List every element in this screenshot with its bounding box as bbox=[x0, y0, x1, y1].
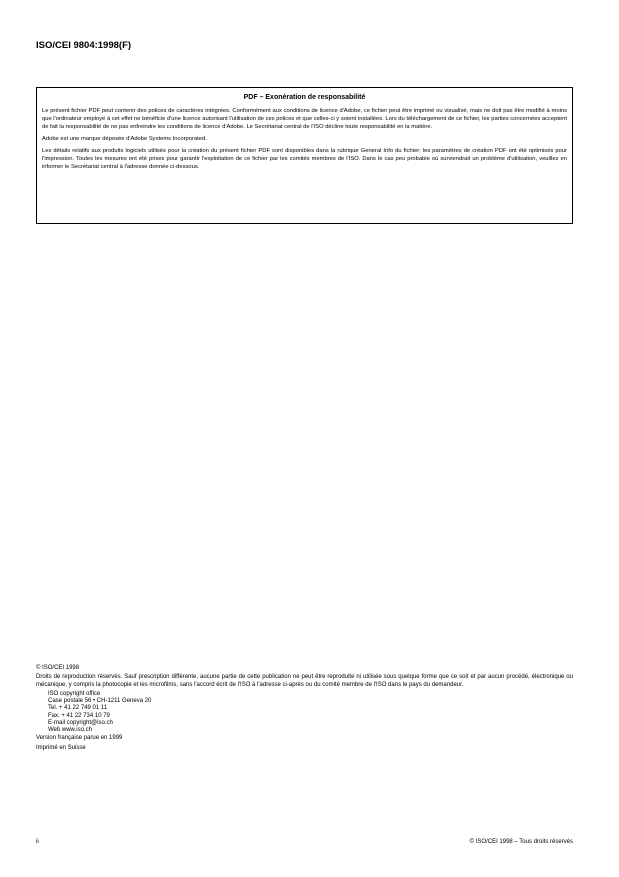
address-line-fax: Fax. + 41 22 734 10 79 bbox=[48, 712, 110, 719]
pdf-disclaimer-box bbox=[36, 87, 573, 224]
address-line-office: ISO copyright office bbox=[48, 690, 101, 697]
address-line-tel: Tel. + 41 22 749 01 11 bbox=[48, 705, 108, 712]
page-number: ii bbox=[36, 839, 39, 845]
copyright-address bbox=[36, 691, 573, 735]
disclaimer-paragraph-trademark: Adobe est une marque déposée d'Adobe Systems Incorporated. bbox=[42, 136, 207, 142]
copyright-line: © ISO/CEI 1998 bbox=[36, 665, 80, 671]
printed-line: Imprimé en Suisse bbox=[36, 744, 86, 751]
copyright-block bbox=[36, 665, 573, 752]
disclaimer-paragraph-details: Les détails relatifs aux produits logiciels utilisés pour la création du présent fichier PDF sont disponibles dans la rubrique General Info du fichier; les paramètres de création PDF ont été optimisés pour l'impression. Toutes les mesures ont été prises pour garantir l'exploitation de ce fichier par les comités membres de l'ISO. Dans le cas peu probable où surviendrait un problème d'utilisation, veuillez en informer le Secrétariat central à l'adresse donnée ci-dessous. bbox=[42, 148, 567, 170]
document-code: ISO/CEI 9804:1998(F) bbox=[36, 40, 132, 51]
disclaimer-paragraph-fonts: Le présent fichier PDF peut contenir des polices de caractères intégrées. Conformément aux conditions de licence d'Adobe, ce fichier peut être imprimé ou visualisé, mais ne doit pas être modifié à moins que l'ordinateur employé à cet effet ne bénéficie d'une licence autorisant l'utilisation de ces polices et que celles-ci y soient installées. Lors du téléchargement de ce fichier, les parties concernées acceptent de fait la responsabilité de ne pas enfreindre les conditions de licence d'Adobe. Le Secrétariat central de l'ISO décline toute responsabilité en la matière. bbox=[42, 108, 567, 130]
address-line-postal: Case postale 56 • CH-1211 Geneva 20 bbox=[48, 698, 152, 705]
disclaimer-title: PDF – Exonération de responsabilité bbox=[243, 94, 366, 101]
address-line-email: E-mail copyright@iso.ch bbox=[48, 720, 113, 727]
copyright-rights: Droits de reproduction réservés. Sauf prescription différente, aucune partie de cette publication ne peut être reproduite ni utilisée sous quelque forme que ce soit et par aucun procédé, électronique ou mécanique, y compris la photocopie et les microfilms, sans l'accord écrit de l'ISO à l'adresse ci-après ou du comité membre de l'ISO dans le pays du demandeur. bbox=[36, 674, 573, 688]
version-line: Version française parue en 1999 bbox=[36, 734, 123, 741]
footer-copyright: © ISO/CEI 1998 – Tous droits réservés bbox=[469, 839, 573, 845]
address-line-web: Web www.iso.ch bbox=[48, 727, 92, 734]
